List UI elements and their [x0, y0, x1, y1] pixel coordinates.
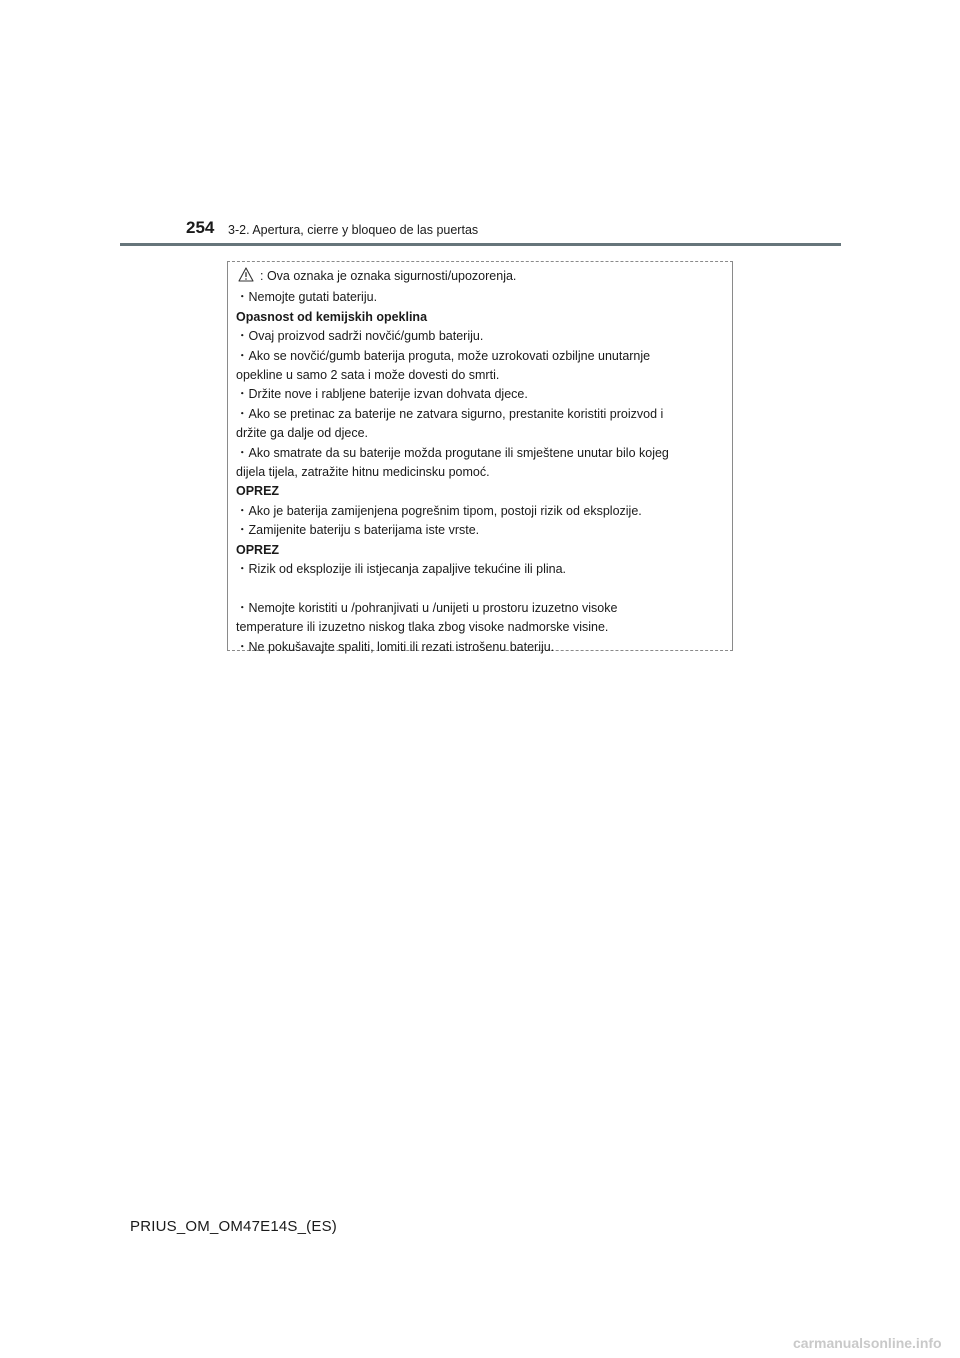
page-number: 254: [186, 218, 215, 237]
blank-line: [236, 580, 726, 599]
warning-line: ・Ne pokušavajte spaliti, lomiti ili rezati istrošenu bateriju.: [236, 639, 555, 654]
warning-line: ・Držite nove i rabljene baterije izvan dohvata djece.: [236, 387, 528, 402]
warning-line: ・Nemojte koristiti u /pohranjivati u /unijeti u prostoru izuzetno visoke: [236, 600, 618, 615]
warning-line: dijela tijela, zatražite hitnu medicinsku pomoć.: [236, 465, 490, 480]
document-code: PRIUS_OM_OM47E14S_(ES): [130, 1218, 337, 1235]
warning-box: [227, 261, 733, 654]
caution-heading: OPREZ: [236, 484, 280, 499]
warning-line: ・Ako se novčić/gumb baterija proguta, može uzrokovati ozbiljne unutarnje: [236, 348, 651, 363]
section-title: 3-2. Apertura, cierre y bloqueo de las puertas: [228, 223, 479, 237]
warning-intro-line: [236, 267, 726, 288]
warning-line: ・Ako je baterija zamijenjena pogrešnim tipom, postoji rizik od eksplozije.: [236, 503, 642, 518]
warning-heading: Opasnost od kemijskih opeklina: [236, 309, 428, 324]
warning-line: ・Zamijenite bateriju s baterijama iste vrste.: [236, 523, 480, 538]
warning-triangle-icon: [238, 267, 254, 288]
warning-line: temperature ili izuzetno niskog tlaka zbog visoke nadmorske visine.: [236, 620, 609, 635]
warning-line: ・Nemojte gutati bateriju.: [236, 290, 378, 305]
watermark: carmanualsonline.info: [793, 1335, 942, 1351]
warning-line: ・Ovaj proizvod sadrži novčić/gumb bateriju.: [236, 329, 484, 344]
warning-line: držite ga dalje od djece.: [236, 426, 369, 441]
warning-line: ・Ako smatrate da su baterije možda progutane ili smještene unutar bilo kojeg: [236, 445, 669, 460]
warning-line: ・Ako se pretinac za baterije ne zatvara sigurno, prestanite koristiti proizvod i: [236, 406, 664, 421]
caution-heading: OPREZ: [236, 542, 280, 557]
warning-line: opekline u samo 2 sata i može dovesti do smrti.: [236, 368, 500, 383]
warning-intro: : Ova oznaka je oznaka sigurnosti/upozorenja.: [260, 269, 517, 283]
warning-text: [236, 267, 726, 657]
warning-line: ・Rizik od eksplozije ili istjecanja zapaljive tekućine ili plina.: [236, 562, 567, 577]
header-divider: [120, 243, 841, 246]
